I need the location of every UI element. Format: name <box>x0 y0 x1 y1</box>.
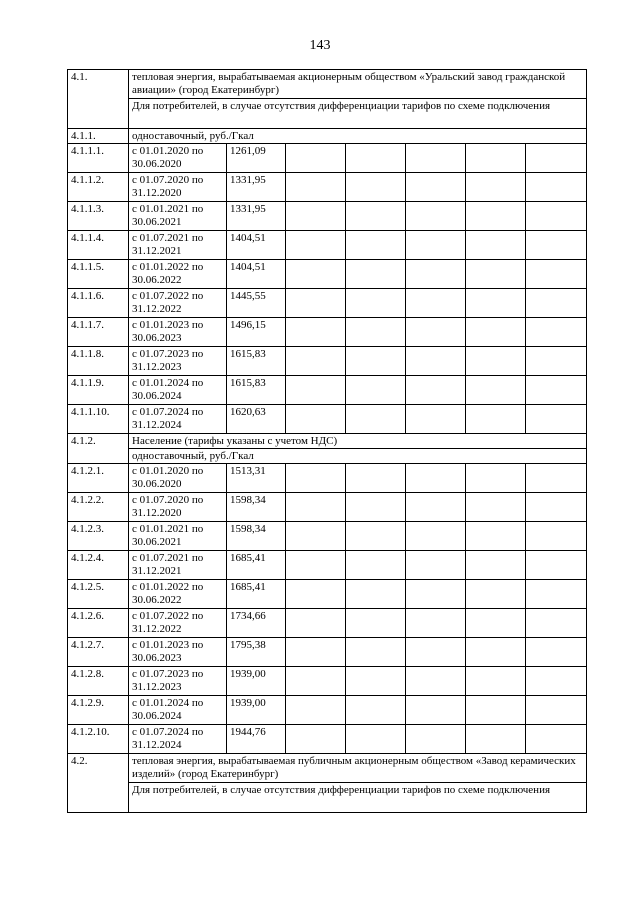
table-row <box>68 231 587 260</box>
row-period: с 01.07.2023 по 31.12.2023 <box>129 347 227 376</box>
row-number: 4.1.1.9. <box>68 376 129 405</box>
row-value: 1445,55 <box>227 289 286 318</box>
empty-cell <box>406 376 466 405</box>
group-4-1-1-row <box>68 129 587 144</box>
empty-cell <box>406 260 466 289</box>
empty-cell <box>526 173 587 202</box>
row-period: с 01.07.2024 по 31.12.2024 <box>129 725 227 754</box>
empty-cell <box>346 667 406 696</box>
row-period: с 01.01.2024 по 30.06.2024 <box>129 376 227 405</box>
table-row <box>68 696 587 725</box>
empty-cell <box>466 347 526 376</box>
table-row <box>68 638 587 667</box>
row-period: с 01.01.2020 по 30.06.2020 <box>129 144 227 173</box>
table-row <box>68 144 587 173</box>
empty-cell <box>286 231 346 260</box>
empty-cell <box>346 405 406 434</box>
row-value: 1620,63 <box>227 405 286 434</box>
empty-cell <box>466 464 526 493</box>
empty-cell <box>526 725 587 754</box>
empty-cell <box>526 580 587 609</box>
row-period: с 01.01.2023 по 30.06.2023 <box>129 638 227 667</box>
empty-cell <box>406 144 466 173</box>
empty-cell <box>346 696 406 725</box>
empty-cell <box>346 144 406 173</box>
empty-cell <box>406 667 466 696</box>
row-value: 1404,51 <box>227 231 286 260</box>
row-value: 1598,34 <box>227 522 286 551</box>
row-value: 1261,09 <box>227 144 286 173</box>
empty-cell <box>466 667 526 696</box>
group-title: одноставочный, руб./Гкал <box>129 129 587 144</box>
row-period: с 01.01.2023 по 30.06.2023 <box>129 318 227 347</box>
empty-cell <box>406 638 466 667</box>
empty-cell <box>346 609 406 638</box>
section-4-2-title-row <box>68 754 587 783</box>
table-row <box>68 609 587 638</box>
empty-cell <box>346 318 406 347</box>
empty-cell <box>466 173 526 202</box>
table-row <box>68 289 587 318</box>
row-period: с 01.07.2020 по 31.12.2020 <box>129 493 227 522</box>
row-number: 4.1.2.5. <box>68 580 129 609</box>
row-period: с 01.01.2024 по 30.06.2024 <box>129 696 227 725</box>
row-period: с 01.07.2020 по 31.12.2020 <box>129 173 227 202</box>
empty-cell <box>286 551 346 580</box>
empty-cell <box>526 609 587 638</box>
row-number: 4.1.1.3. <box>68 202 129 231</box>
section-title: тепловая энергия, вырабатываемая публичным акционерным обществом «Завод керамических изделий» (город Екатеринбург) <box>129 754 587 783</box>
empty-cell <box>346 551 406 580</box>
empty-cell <box>286 493 346 522</box>
table-row <box>68 173 587 202</box>
row-number: 4.1.2.1. <box>68 464 129 493</box>
empty-cell <box>346 638 406 667</box>
empty-cell <box>286 464 346 493</box>
row-number: 4.1.2.3. <box>68 522 129 551</box>
group-number: 4.1.2. <box>68 434 129 464</box>
group-title: Население (тарифы указаны с учетом НДС) <box>129 434 587 449</box>
empty-cell <box>526 318 587 347</box>
row-value: 1734,66 <box>227 609 286 638</box>
group-4-1-2-subtitle-row <box>68 449 587 464</box>
empty-cell <box>346 231 406 260</box>
empty-cell <box>466 202 526 231</box>
table-row <box>68 580 587 609</box>
empty-cell <box>406 405 466 434</box>
table-row <box>68 347 587 376</box>
row-period: с 01.01.2021 по 30.06.2021 <box>129 202 227 231</box>
empty-cell <box>406 580 466 609</box>
row-number: 4.1.1.1. <box>68 144 129 173</box>
empty-cell <box>526 667 587 696</box>
row-value: 1685,41 <box>227 551 286 580</box>
empty-cell <box>286 260 346 289</box>
empty-cell <box>526 231 587 260</box>
row-value: 1615,83 <box>227 376 286 405</box>
empty-cell <box>346 289 406 318</box>
empty-cell <box>346 725 406 754</box>
section-4-1-note-row <box>68 99 587 129</box>
section-note: Для потребителей, в случае отсутствия дифференциации тарифов по схеме подключения <box>129 783 587 813</box>
empty-cell <box>466 260 526 289</box>
empty-cell <box>526 638 587 667</box>
empty-cell <box>466 289 526 318</box>
row-number: 4.1.2.10. <box>68 725 129 754</box>
empty-cell <box>346 493 406 522</box>
section-note: Для потребителей, в случае отсутствия дифференциации тарифов по схеме подключения <box>129 99 587 129</box>
row-value: 1615,83 <box>227 347 286 376</box>
empty-cell <box>466 405 526 434</box>
table-row <box>68 318 587 347</box>
row-value: 1944,76 <box>227 725 286 754</box>
row-value: 1331,95 <box>227 173 286 202</box>
row-period: с 01.01.2022 по 30.06.2022 <box>129 260 227 289</box>
empty-cell <box>286 638 346 667</box>
row-number: 4.1.1.10. <box>68 405 129 434</box>
row-period: с 01.01.2021 по 30.06.2021 <box>129 522 227 551</box>
empty-cell <box>526 522 587 551</box>
row-number: 4.1.1.2. <box>68 173 129 202</box>
table-row <box>68 464 587 493</box>
row-number: 4.1.2.9. <box>68 696 129 725</box>
empty-cell <box>526 202 587 231</box>
row-period: с 01.01.2020 по 30.06.2020 <box>129 464 227 493</box>
empty-cell <box>406 493 466 522</box>
table-row <box>68 551 587 580</box>
row-number: 4.1.2.8. <box>68 667 129 696</box>
empty-cell <box>286 173 346 202</box>
row-number: 4.1.1.5. <box>68 260 129 289</box>
table-row <box>68 667 587 696</box>
row-period: с 01.07.2024 по 31.12.2024 <box>129 405 227 434</box>
table-row <box>68 493 587 522</box>
tariff-table <box>67 69 587 813</box>
empty-cell <box>526 289 587 318</box>
empty-cell <box>526 376 587 405</box>
row-period: с 01.07.2023 по 31.12.2023 <box>129 667 227 696</box>
empty-cell <box>406 231 466 260</box>
section-4-1-title-row <box>68 70 587 99</box>
table-row <box>68 376 587 405</box>
empty-cell <box>286 347 346 376</box>
group-subtitle: одноставочный, руб./Гкал <box>129 449 587 464</box>
table-row <box>68 202 587 231</box>
empty-cell <box>286 144 346 173</box>
empty-cell <box>466 551 526 580</box>
empty-cell <box>406 609 466 638</box>
row-period: с 01.01.2022 по 30.06.2022 <box>129 580 227 609</box>
empty-cell <box>406 464 466 493</box>
empty-cell <box>406 173 466 202</box>
empty-cell <box>526 405 587 434</box>
empty-cell <box>286 667 346 696</box>
empty-cell <box>466 144 526 173</box>
empty-cell <box>346 522 406 551</box>
empty-cell <box>466 609 526 638</box>
section-title: тепловая энергия, вырабатываемая акционерным обществом «Уральский завод гражданской авиации» (город Екатеринбург) <box>129 70 587 99</box>
empty-cell <box>466 580 526 609</box>
empty-cell <box>346 347 406 376</box>
empty-cell <box>286 522 346 551</box>
empty-cell <box>406 289 466 318</box>
empty-cell <box>286 580 346 609</box>
empty-cell <box>526 551 587 580</box>
empty-cell <box>346 202 406 231</box>
section-number: 4.1. <box>68 70 129 129</box>
page-number: 143 <box>309 38 331 53</box>
empty-cell <box>346 376 406 405</box>
empty-cell <box>346 260 406 289</box>
empty-cell <box>406 347 466 376</box>
row-value: 1331,95 <box>227 202 286 231</box>
row-value: 1939,00 <box>227 667 286 696</box>
empty-cell <box>466 493 526 522</box>
row-number: 4.1.1.7. <box>68 318 129 347</box>
empty-cell <box>466 638 526 667</box>
empty-cell <box>286 696 346 725</box>
empty-cell <box>526 696 587 725</box>
empty-cell <box>466 725 526 754</box>
table-row <box>68 405 587 434</box>
empty-cell <box>346 464 406 493</box>
row-number: 4.1.2.4. <box>68 551 129 580</box>
empty-cell <box>346 580 406 609</box>
empty-cell <box>466 696 526 725</box>
row-number: 4.1.2.6. <box>68 609 129 638</box>
empty-cell <box>466 522 526 551</box>
row-number: 4.1.1.4. <box>68 231 129 260</box>
empty-cell <box>286 609 346 638</box>
group-4-1-2-row <box>68 434 587 449</box>
empty-cell <box>286 318 346 347</box>
row-value: 1795,38 <box>227 638 286 667</box>
empty-cell <box>406 725 466 754</box>
empty-cell <box>286 202 346 231</box>
row-value: 1513,31 <box>227 464 286 493</box>
row-number: 4.1.2.2. <box>68 493 129 522</box>
empty-cell <box>406 551 466 580</box>
empty-cell <box>466 318 526 347</box>
empty-cell <box>526 144 587 173</box>
table-row <box>68 725 587 754</box>
row-number: 4.1.2.7. <box>68 638 129 667</box>
row-value: 1939,00 <box>227 696 286 725</box>
empty-cell <box>466 231 526 260</box>
row-period: с 01.07.2021 по 31.12.2021 <box>129 231 227 260</box>
empty-cell <box>406 522 466 551</box>
section-number: 4.2. <box>68 754 129 813</box>
row-number: 4.1.1.8. <box>68 347 129 376</box>
table-row <box>68 260 587 289</box>
empty-cell <box>286 725 346 754</box>
row-value: 1685,41 <box>227 580 286 609</box>
empty-cell <box>406 318 466 347</box>
empty-cell <box>526 493 587 522</box>
row-value: 1598,34 <box>227 493 286 522</box>
empty-cell <box>466 376 526 405</box>
row-period: с 01.07.2021 по 31.12.2021 <box>129 551 227 580</box>
empty-cell <box>406 202 466 231</box>
section-4-2-note-row <box>68 783 587 813</box>
group-number: 4.1.1. <box>68 129 129 144</box>
empty-cell <box>526 260 587 289</box>
row-number: 4.1.1.6. <box>68 289 129 318</box>
empty-cell <box>286 405 346 434</box>
empty-cell <box>346 173 406 202</box>
row-value: 1496,15 <box>227 318 286 347</box>
empty-cell <box>286 376 346 405</box>
empty-cell <box>526 347 587 376</box>
empty-cell <box>406 696 466 725</box>
row-period: с 01.07.2022 по 31.12.2022 <box>129 609 227 638</box>
empty-cell <box>286 289 346 318</box>
empty-cell <box>526 464 587 493</box>
table-row <box>68 522 587 551</box>
row-value: 1404,51 <box>227 260 286 289</box>
row-period: с 01.07.2022 по 31.12.2022 <box>129 289 227 318</box>
